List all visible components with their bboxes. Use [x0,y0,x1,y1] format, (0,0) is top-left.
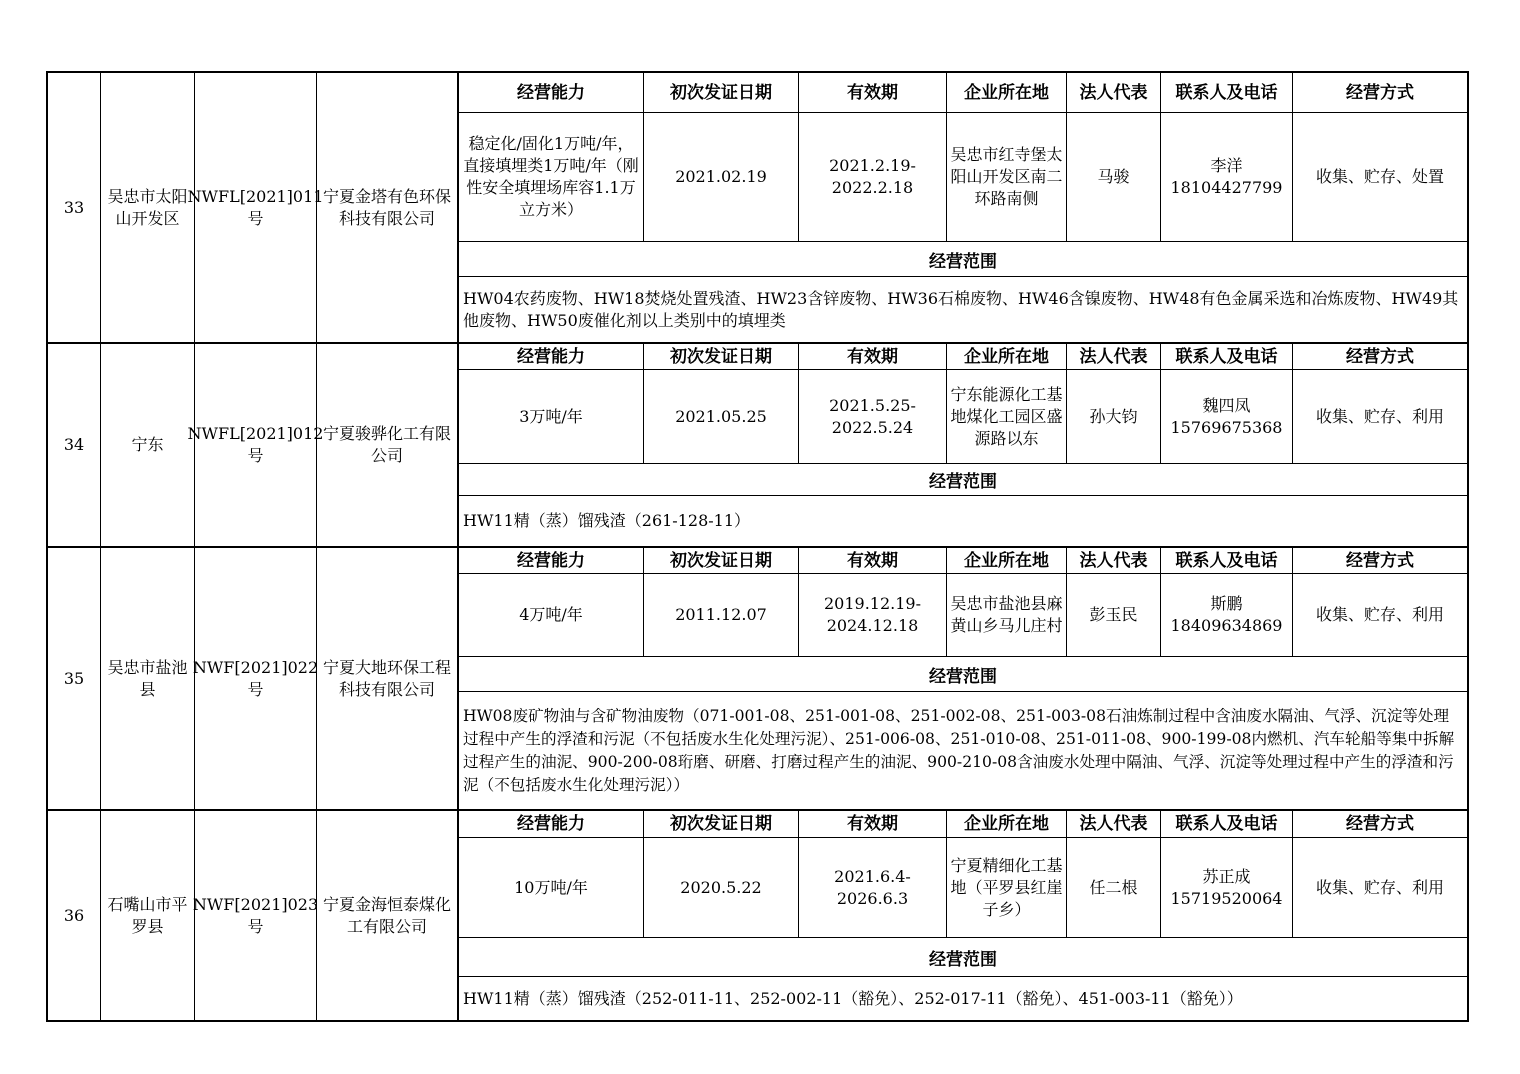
first-date-value: 2021.05.25 [644,370,799,463]
header-capacity: 经营能力 [459,73,644,112]
record-block-34 [46,342,1469,548]
record-license: NWF[2021]022号 [195,548,317,809]
scope-title: 经营范围 [459,242,1467,277]
contact-phone: 15719520064 [1170,888,1283,908]
header-legal-rep: 法人代表 [1067,344,1161,369]
contact-name: 魏四凤 [1202,395,1251,415]
record-license: NWFL[2021]011号 [195,73,317,342]
mode-value: 收集、贮存、利用 [1315,877,1444,897]
contact-name: 苏正成 [1202,866,1251,886]
legal-rep-value: 任二根 [1067,838,1161,937]
header-validity: 有效期 [799,548,947,573]
scope-text: HW04农药废物、HW18焚烧处置残渣、HW23含锌废物、HW36石棉废物、HW46含镍废物、HW48有色金属采选和冶炼废物、HW49其他废物、HW50废催化剂以上类别中的填埋类 [463,288,1459,330]
header-validity: 有效期 [799,344,947,369]
capacity-value: 10万吨/年 [459,838,644,937]
contact-value [1161,370,1293,463]
header-mode: 经营方式 [1346,814,1414,834]
header-validity: 有效期 [799,73,947,112]
header-first-date: 初次发证日期 [644,344,799,369]
validity-value: 2021.6.4-2026.6.3 [799,838,947,937]
capacity-value: 4万吨/年 [459,574,644,656]
record-location: 石嘴山市平罗县 [101,811,195,1020]
header-address: 企业所在地 [947,811,1067,837]
header-address: 企业所在地 [947,73,1067,112]
header-address: 企业所在地 [947,344,1067,369]
capacity-value: 稳定化/固化1万吨/年，直接填埋类1万吨/年（刚性安全填埋场库容1.1万立方米） [459,113,644,241]
mode-value: 收集、贮存、利用 [1315,406,1444,426]
header-first-date: 初次发证日期 [644,811,799,837]
record-license: NWFL[2021]012号 [195,344,317,546]
scope-text: HW08废矿物油与含矿物油废物（071-001-08、251-001-08、251-002-08、251-003-08石油炼制过程中含油废水隔油、气浮、沉淀等处理过程中产生的浮渣和污泥（不包括废水生化处理污泥）、251-006-08、251-010-08、251-011-08、900-199-08内燃机、汽车轮船等集中拆解过程产生的油泥、900-200-08珩磨、研磨、打磨过程产生的油泥、900-210-08含油废水处理中隔油、气浮、沉淀等处理过程中产生的浮渣和污泥（不包括废水生化处理污泥）） [463,706,1455,794]
address-value: 宁东能源化工基地煤化工园区盛源路以东 [947,370,1067,463]
header-first-date: 初次发证日期 [644,73,799,112]
mode-value: 收集、贮存、利用 [1315,605,1444,624]
validity-value: 2021.2.19-2022.2.18 [799,113,947,241]
record-index: 33 [48,73,101,342]
header-contact: 联系人及电话 [1161,73,1293,112]
contact-phone: 15769675368 [1170,417,1283,437]
header-contact: 联系人及电话 [1161,344,1293,369]
record-index: 36 [48,811,101,1020]
scope-title: 经营范围 [459,464,1467,496]
contact-name: 李洋 [1210,156,1243,175]
header-mode: 经营方式 [1346,82,1414,103]
first-date-value: 2021.02.19 [644,113,799,241]
header-capacity: 经营能力 [459,548,644,573]
record-company: 宁夏大地环保工程科技有限公司 [317,548,459,809]
record-location: 宁东 [101,344,195,546]
validity-value: 2021.5.25-2022.5.24 [799,370,947,463]
scope-text: HW11精（蒸）馏残渣（252-011-11、252-002-11（豁免）、252-017-11（豁免）、451-003-11（豁免）） [463,988,1243,1008]
record-block-33 [46,71,1469,344]
contact-name: 斯鹏 [1210,594,1243,613]
header-validity: 有效期 [799,811,947,837]
contact-value [1161,113,1293,241]
header-contact: 联系人及电话 [1161,811,1293,837]
header-legal-rep: 法人代表 [1067,548,1161,573]
header-address: 企业所在地 [947,548,1067,573]
record-company: 宁夏骏骅化工有限公司 [317,344,459,546]
contact-value [1161,838,1293,937]
record-company: 宁夏金塔有色环保科技有限公司 [317,73,459,342]
header-legal-rep: 法人代表 [1067,811,1161,837]
record-location: 吴忠市盐池县 [101,548,195,809]
record-company: 宁夏金海恒泰煤化工有限公司 [317,811,459,1020]
header-first-date: 初次发证日期 [644,548,799,573]
first-date-value: 2011.12.07 [644,574,799,656]
capacity-value: 3万吨/年 [459,370,644,463]
header-mode: 经营方式 [1346,346,1414,367]
scope-title: 经营范围 [459,657,1467,692]
address-value: 吴忠市盐池县麻黄山乡马儿庄村 [947,574,1067,656]
contact-phone: 18409634869 [1170,616,1283,635]
record-block-36 [46,809,1469,1022]
header-capacity: 经营能力 [459,811,644,837]
header-mode: 经营方式 [1346,550,1414,571]
address-value: 宁夏精细化工基地（平罗县红崖子乡） [947,838,1067,937]
scope-text: HW11精（蒸）馏残渣（261-128-11） [463,511,751,530]
address-value: 吴忠市红寺堡太阳山开发区南二环路南侧 [947,113,1067,241]
header-contact: 联系人及电话 [1161,548,1293,573]
record-block-35 [46,546,1469,811]
header-legal-rep: 法人代表 [1067,73,1161,112]
record-location: 吴忠市太阳山开发区 [101,73,195,342]
record-index: 35 [48,548,101,809]
record-license: NWF[2021]023号 [195,811,317,1020]
legal-rep-value: 马骏 [1067,113,1161,241]
legal-rep-value: 彭玉民 [1067,574,1161,656]
header-capacity: 经营能力 [459,344,644,369]
legal-rep-value: 孙大钧 [1067,370,1161,463]
first-date-value: 2020.5.22 [644,838,799,937]
scope-title: 经营范围 [459,938,1467,977]
contact-phone: 18104427799 [1170,178,1283,197]
contact-value [1161,574,1293,656]
validity-value: 2019.12.19-2024.12.18 [799,574,947,656]
mode-value: 收集、贮存、处置 [1315,167,1444,186]
record-index: 34 [48,344,101,546]
